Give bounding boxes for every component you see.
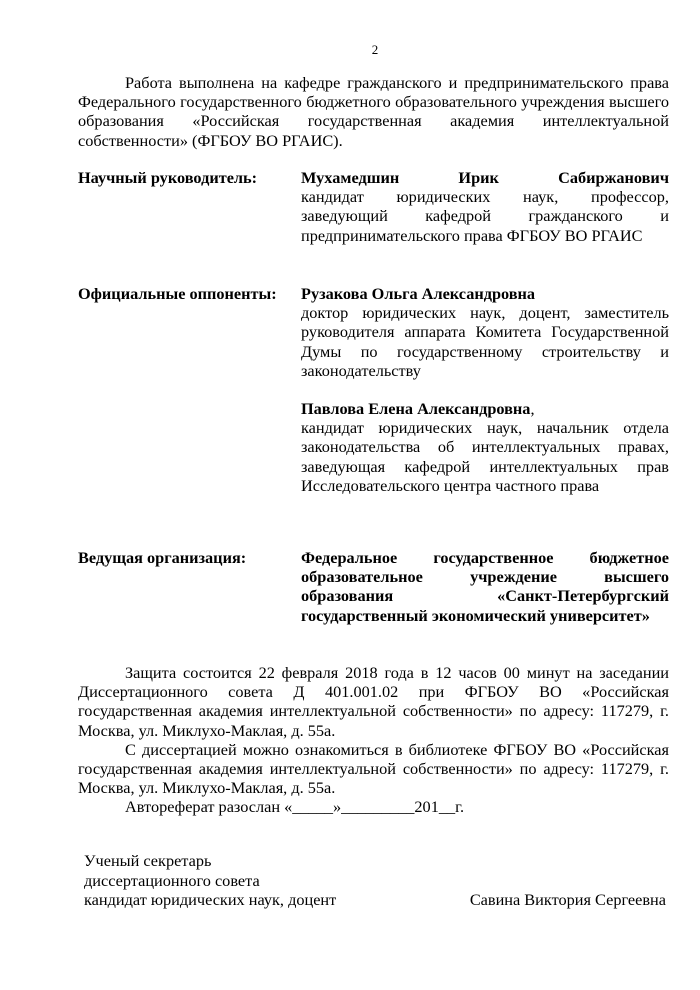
intro-text: Работа выполнена на кафедре гражданского и предпринимательского права Федерального государственного бюджетного образовательного учреждения высшего образования «Российская государственная академия интеллектуальной собственности» (ФГБОУ ВО РГАИС). <box>78 73 669 150</box>
intro-paragraph <box>78 73 669 150</box>
supervisor-description: кандидат юридических наук, профессор, заведующий кафедрой гражданского и предпринимательского права ФГБОУ ВО РГАИС <box>301 187 669 245</box>
supervisor-name: Мухамедшин Ирик Сабиржанович <box>301 168 669 187</box>
opponent-2-description: кандидат юридических наук, начальник отдела законодательства об интеллектуальных правах, заведующая кафедрой интеллектуальных прав Исследовательского центра частного права <box>301 418 669 495</box>
opponent-1-name: Рузакова Ольга Александровна <box>301 284 536 303</box>
opponents-info <box>301 284 669 495</box>
supervisor-info <box>301 168 669 245</box>
secretary-name: Савина Виктория Сергеевна <box>469 890 666 910</box>
library-text: С диссертацией можно ознакомиться в библиотеке ФГБОУ ВО «Российская государственная академия интеллектуальной собственности» по адресу: 117279, г. Москва, ул. Миклухо-Маклая, д. 55а. <box>78 739 669 798</box>
page-number: 2 <box>371 42 379 57</box>
opponents-label: Официальные оппоненты: <box>78 284 277 303</box>
supervisor-label: Научный руководитель: <box>78 168 258 187</box>
opponent-2-name: Павлова Елена Александровна <box>301 399 531 419</box>
defense-text: Защита состоится 22 февраля 2018 года в 12 часов 00 минут на заседании Диссертационного совета Д 401.001.02 при ФГБОУ ВО «Российская государственная академия интеллектуальной собственности» по адресу: 117279, г. Москва, ул. Миклухо-Маклая, д. 55а. <box>78 663 669 740</box>
defense-section <box>78 663 669 817</box>
opponent-2-separator: , <box>530 399 535 419</box>
mailed-text: Автореферат разослан «_____»_________201__г. <box>125 797 465 817</box>
secretary-signature <box>84 851 674 910</box>
leading-org-name: Федеральное государственное бюджетное образовательное учреждение высшего образования «Санкт-Петербургский государственный экономический университет» <box>301 548 669 625</box>
secretary-line-1: Ученый секретарь <box>84 851 212 870</box>
leading-org-label: Ведущая организация: <box>78 548 247 567</box>
secretary-line-3: кандидат юридических наук, доцент <box>84 890 337 910</box>
secretary-line-2: диссертационного совета <box>84 870 260 890</box>
leading-org-info <box>301 548 669 625</box>
opponent-1-description: доктор юридических наук, доцент, заместитель руководителя аппарата Комитета Государственной Думы по государственному строительству и законодательству <box>301 303 669 380</box>
